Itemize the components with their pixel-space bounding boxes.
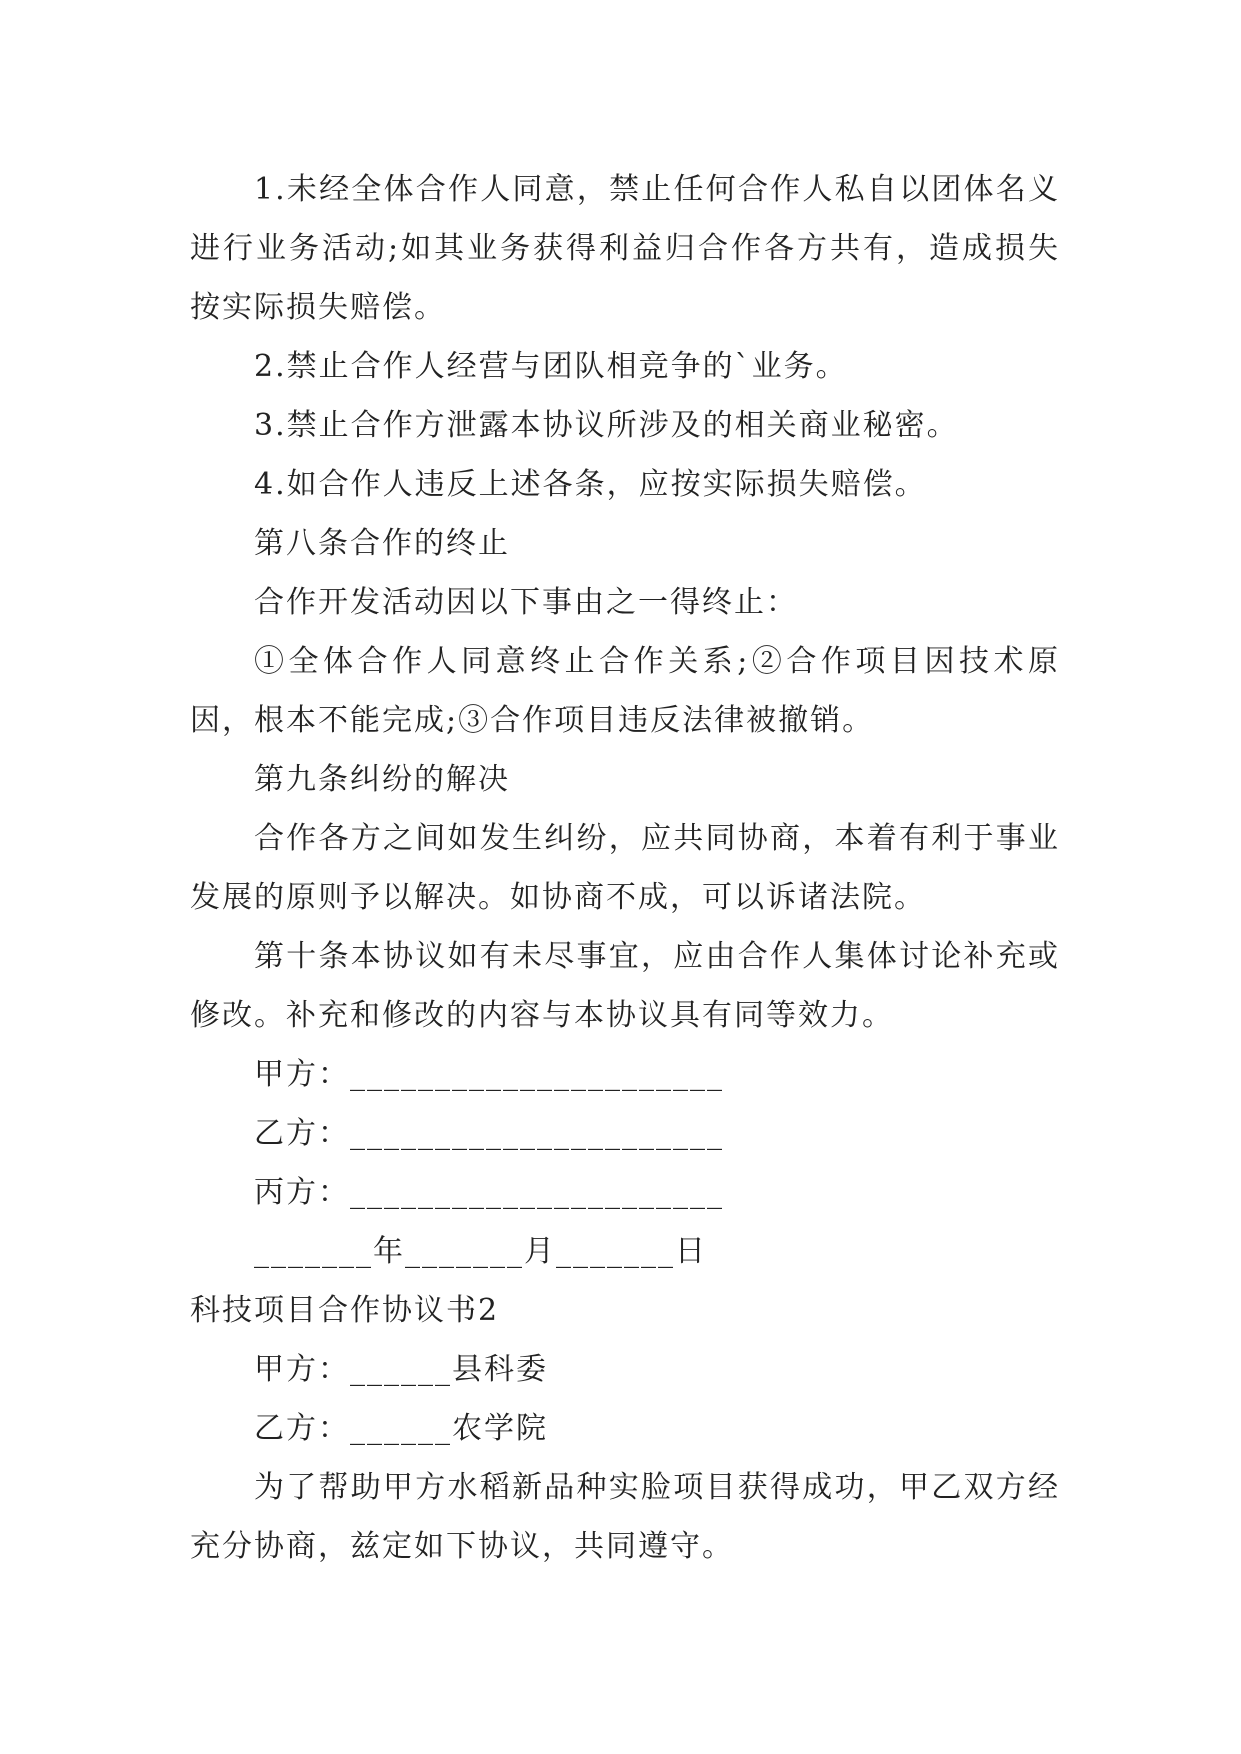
clause-4: 4.如合作人违反上述各条，应按实际损失赔偿。 <box>254 467 927 502</box>
article-10-text: 第十条本协议如有未尽事宜，应由合作人集体讨论补充或修改。补充和修改的内容与本协议具有同等效力。 <box>190 939 1060 1033</box>
clause-2: 2.禁止合作人经营与团队相竞争的`业务。 <box>254 349 848 384</box>
clause-3: 3.禁止合作方泄露本协议所涉及的相关商业秘密。 <box>254 408 959 443</box>
clause-1: 1.未经全体合作人同意，禁止任何合作人私自以团体名义进行业务活动;如其业务获得利益归合作各方共有，造成损失按实际损失赔偿。 <box>190 172 1060 325</box>
signature-line-party-a: 甲方：______________________ <box>254 1057 724 1092</box>
article-9-text: 合作各方之间如发生纠纷，应共同协商，本着有利于事业发展的原则予以解决。如协商不成，可以诉诸法院。 <box>190 821 1060 915</box>
agreement-2-title: 科技项目合作协议书2 <box>190 1293 500 1328</box>
article-8-heading: 第八条合作的终止 <box>254 526 510 561</box>
date-line: _______年_______月_______日 <box>254 1234 707 1269</box>
document-body <box>190 160 1060 1576</box>
article-9-heading: 第九条纠纷的解决 <box>254 762 510 797</box>
agreement-2-party-a: 甲方：______县科委 <box>254 1352 548 1387</box>
agreement-2-party-b: 乙方：______农学院 <box>254 1411 548 1446</box>
signature-line-party-c: 丙方：______________________ <box>254 1175 724 1210</box>
article-8-conditions: ①全体合作人同意终止合作关系;②合作项目因技术原因，根本不能完成;③合作项目违反法律被撤销。 <box>190 644 1060 738</box>
signature-line-party-b: 乙方：______________________ <box>254 1116 724 1151</box>
agreement-2-preamble: 为了帮助甲方水稻新品种实脸项目获得成功，甲乙双方经充分协商，兹定如下协议，共同遵守。 <box>190 1470 1060 1564</box>
article-8-intro: 合作开发活动因以下事由之一得终止： <box>254 585 798 620</box>
